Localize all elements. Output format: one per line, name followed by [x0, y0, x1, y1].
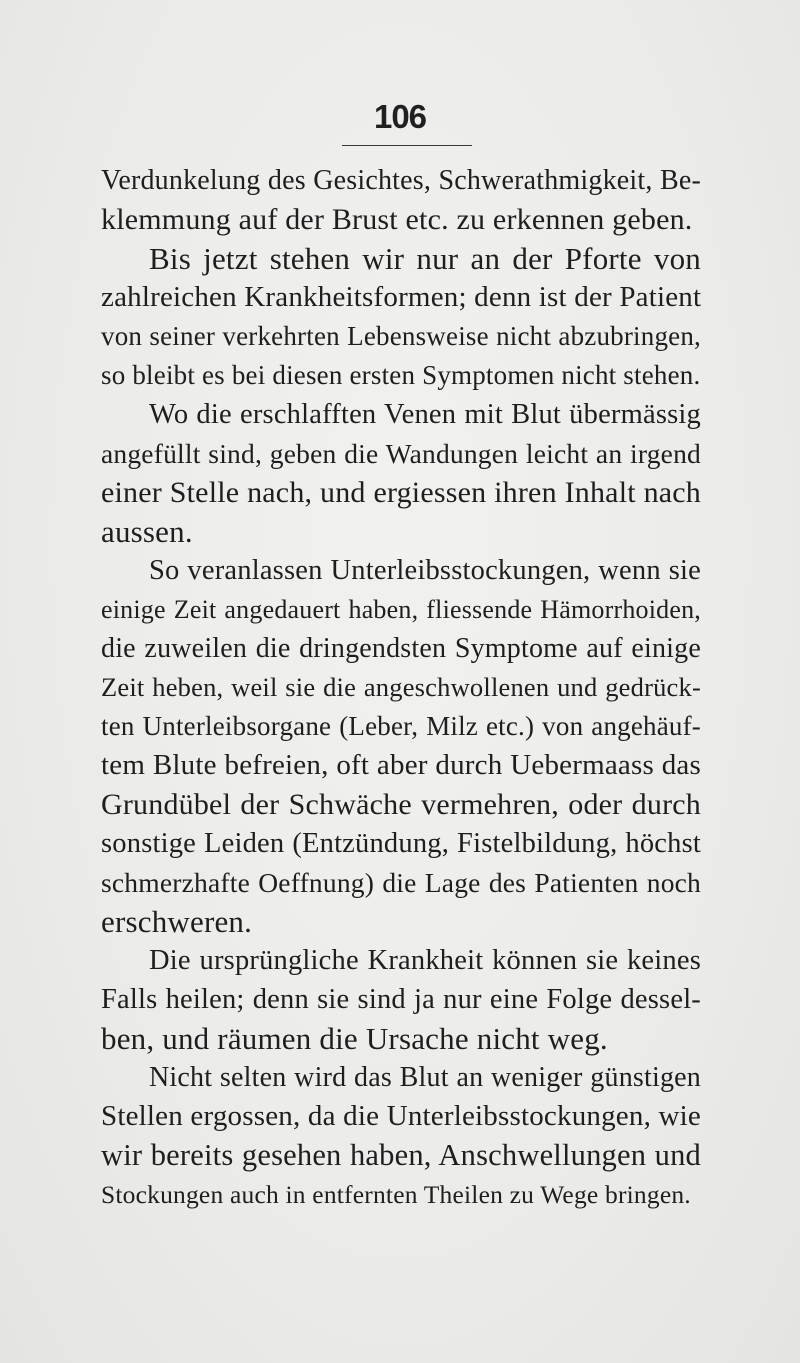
text-line: aussen. — [101, 514, 193, 549]
text-line: sonstige Leiden (Entzündung, Fistelbildung, höchst — [101, 828, 701, 859]
body-text — [101, 161, 701, 1214]
text-line: tem Blute befreien, oft aber durch Uebermaass das — [101, 749, 701, 781]
text-line: ben, und räumen die Ursache nicht weg. — [101, 1021, 608, 1056]
text-line: so bleibt es bei diesen ersten Symptomen nicht stehen. — [101, 360, 701, 390]
text-line: die zuweilen die dringendsten Symptome auf einige — [101, 633, 701, 664]
text-line: schmerzhafte Oeffnung) die Lage des Patienten noch — [101, 867, 701, 898]
text-line: Verdunkelung des Gesichtes, Schwerathmigkeit, Be- — [101, 165, 701, 196]
text-line: So veranlassen Unterleibsstockungen, wenn sie — [149, 555, 701, 586]
text-line: erschweren. — [101, 904, 253, 939]
text-line: von seiner verkehrten Lebensweise nicht abzubringen, — [101, 321, 701, 351]
text-line: ten Unterleibsorgane (Leber, Milz etc.) von angehäuf- — [101, 711, 701, 741]
header-rule — [342, 145, 472, 146]
text-line: Stellen ergossen, da die Unterleibsstockungen, wie — [101, 1100, 701, 1132]
text-line: Grundübel der Schwäche vermehren, oder durch — [101, 788, 701, 821]
text-line: Zeit heben, weil sie die angeschwollenen und gedrück- — [101, 672, 701, 702]
text-line: wir bereits gesehen haben, Anschwellungen und — [101, 1138, 701, 1172]
text-line: Wo die erschlafften Venen mit Blut übermässig — [149, 399, 701, 430]
text-line: Nicht selten wird das Blut an weniger günstigen — [149, 1062, 701, 1093]
text-line: Stockungen auch in entfernten Theilen zu Wege bringen. — [101, 1180, 691, 1209]
text-line: einige Zeit angedauert haben, fliessende Hämorrhoiden, — [101, 595, 701, 624]
text-line: Bis jetzt stehen wir nur an der Pforte von — [149, 241, 701, 276]
text-line: zahlreichen Krankheitsformen; denn ist der Patient — [101, 281, 702, 313]
text-line: klemmung auf der Brust etc. zu erkennen geben. — [101, 203, 693, 236]
text-line: angefüllt sind, geben die Wandungen leicht an irgend — [101, 438, 701, 469]
page-number: 106 — [373, 98, 427, 135]
text-line: Die ursprüngliche Krankheit können sie keines — [149, 945, 701, 976]
text-line: einer Stelle nach, und ergiessen ihren Inhalt nach — [101, 476, 701, 509]
text-line: Falls heilen; denn sie sind ja nur eine Folge dessel- — [101, 984, 701, 1015]
